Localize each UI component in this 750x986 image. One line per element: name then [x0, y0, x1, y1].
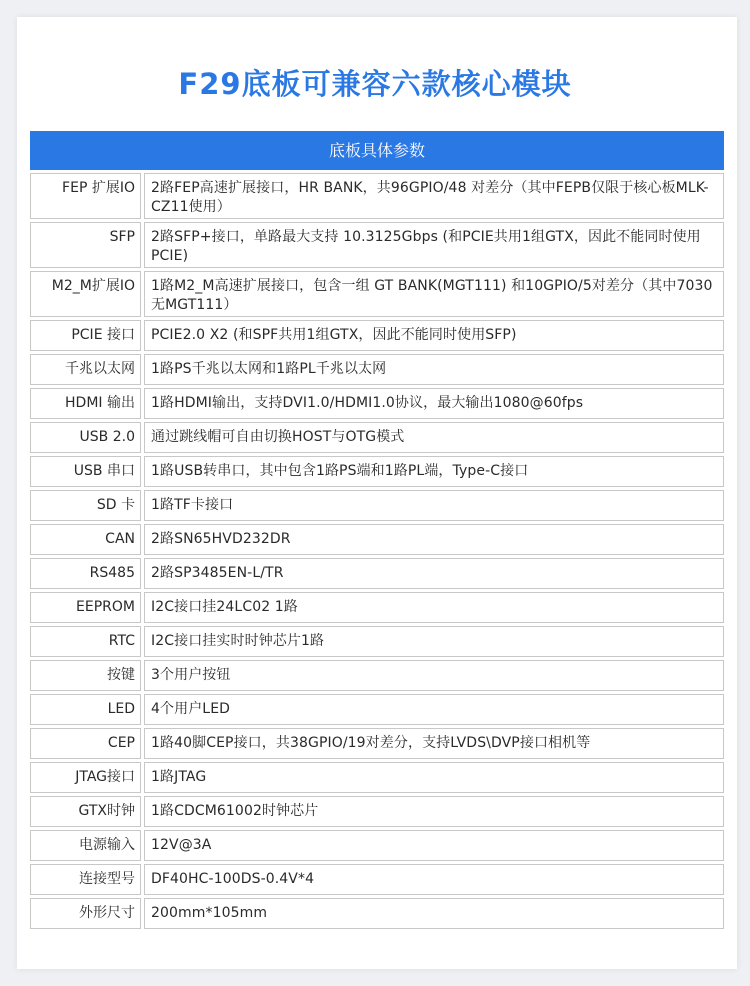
row-label: GTX时钟 [30, 796, 141, 827]
row-value: 1路M2_M高速扩展接口，包含一组 GT BANK(MGT111) 和10GPIO/5对差分（其中7030无MGT111） [144, 271, 724, 317]
row-label: JTAG接口 [30, 762, 141, 793]
row-label: PCIE 接口 [30, 320, 141, 351]
row-label: CEP [30, 728, 141, 759]
row-label: CAN [30, 524, 141, 555]
table-row [30, 830, 724, 861]
row-label: 按键 [30, 660, 141, 691]
page-title: F29底板可兼容六款核心模块 [178, 67, 572, 101]
row-value: 2路SFP+接口，单路最大支持 10.3125Gbps (和PCIE共用1组GTX，因此不能同时使用PCIE) [144, 222, 724, 268]
table-row [30, 271, 724, 317]
row-label: USB 串口 [30, 456, 141, 487]
row-label: USB 2.0 [30, 422, 141, 453]
row-value: 通过跳线帽可自由切换HOST与OTG模式 [144, 422, 724, 453]
row-value: 2路SN65HVD232DR [144, 524, 724, 555]
row-label: LED [30, 694, 141, 725]
table-row [30, 728, 724, 759]
row-value: DF40HC-100DS-0.4V*4 [144, 864, 724, 895]
row-label: EEPROM [30, 592, 141, 623]
table-row [30, 173, 724, 219]
row-label: SFP [30, 222, 141, 268]
table-row [30, 762, 724, 793]
row-value: 2路FEP高速扩展接口，HR BANK，共96GPIO/48 对差分（其中FEPB仅限于核心板MLK-CZ11使用） [144, 173, 724, 219]
table-row [30, 320, 724, 351]
table-row [30, 354, 724, 385]
table-row [30, 694, 724, 725]
table-row [30, 456, 724, 487]
row-value: 12V@3A [144, 830, 724, 861]
row-label: 电源输入 [30, 830, 141, 861]
table-row [30, 490, 724, 521]
table-row [30, 592, 724, 623]
table-row [30, 422, 724, 453]
row-label: RTC [30, 626, 141, 657]
row-value: I2C接口挂24LC02 1路 [144, 592, 724, 623]
row-label: RS485 [30, 558, 141, 589]
row-label: HDMI 输出 [30, 388, 141, 419]
table-row [30, 660, 724, 691]
table-row [30, 864, 724, 895]
table-row [30, 626, 724, 657]
row-label: 连接型号 [30, 864, 141, 895]
row-value: 200mm*105mm [144, 898, 724, 929]
row-label: FEP 扩展IO [30, 173, 141, 219]
table-row [30, 796, 724, 827]
row-label: 外形尺寸 [30, 898, 141, 929]
row-value: 2路SP3485EN-L/TR [144, 558, 724, 589]
row-value: I2C接口挂实时时钟芯片1路 [144, 626, 724, 657]
row-value: 4个用户LED [144, 694, 724, 725]
row-value: 1路HDMI输出，支持DVI1.0/HDMI1.0协议，最大输出1080@60fps [144, 388, 724, 419]
row-value: 1路USB转串口，其中包含1路PS端和1路PL端，Type-C接口 [144, 456, 724, 487]
row-value: 1路40脚CEP接口，共38GPIO/19对差分，支持LVDS\DVP接口相机等 [144, 728, 724, 759]
spec-table [30, 173, 724, 932]
table-row [30, 898, 724, 929]
row-label: 千兆以太网 [30, 354, 141, 385]
table-row [30, 558, 724, 589]
row-value: 1路JTAG [144, 762, 724, 793]
row-value: PCIE2.0 X2 (和SPF共用1组GTX，因此不能同时使用SFP) [144, 320, 724, 351]
row-value: 1路PS千兆以太网和1路PL千兆以太网 [144, 354, 724, 385]
table-header: 底板具体参数 [30, 131, 724, 170]
row-value: 1路CDCM61002时钟芯片 [144, 796, 724, 827]
row-label: SD 卡 [30, 490, 141, 521]
row-label: M2_M扩展IO [30, 271, 141, 317]
table-row [30, 524, 724, 555]
table-row [30, 222, 724, 268]
table-row [30, 388, 724, 419]
row-value: 3个用户按钮 [144, 660, 724, 691]
row-value: 1路TF卡接口 [144, 490, 724, 521]
